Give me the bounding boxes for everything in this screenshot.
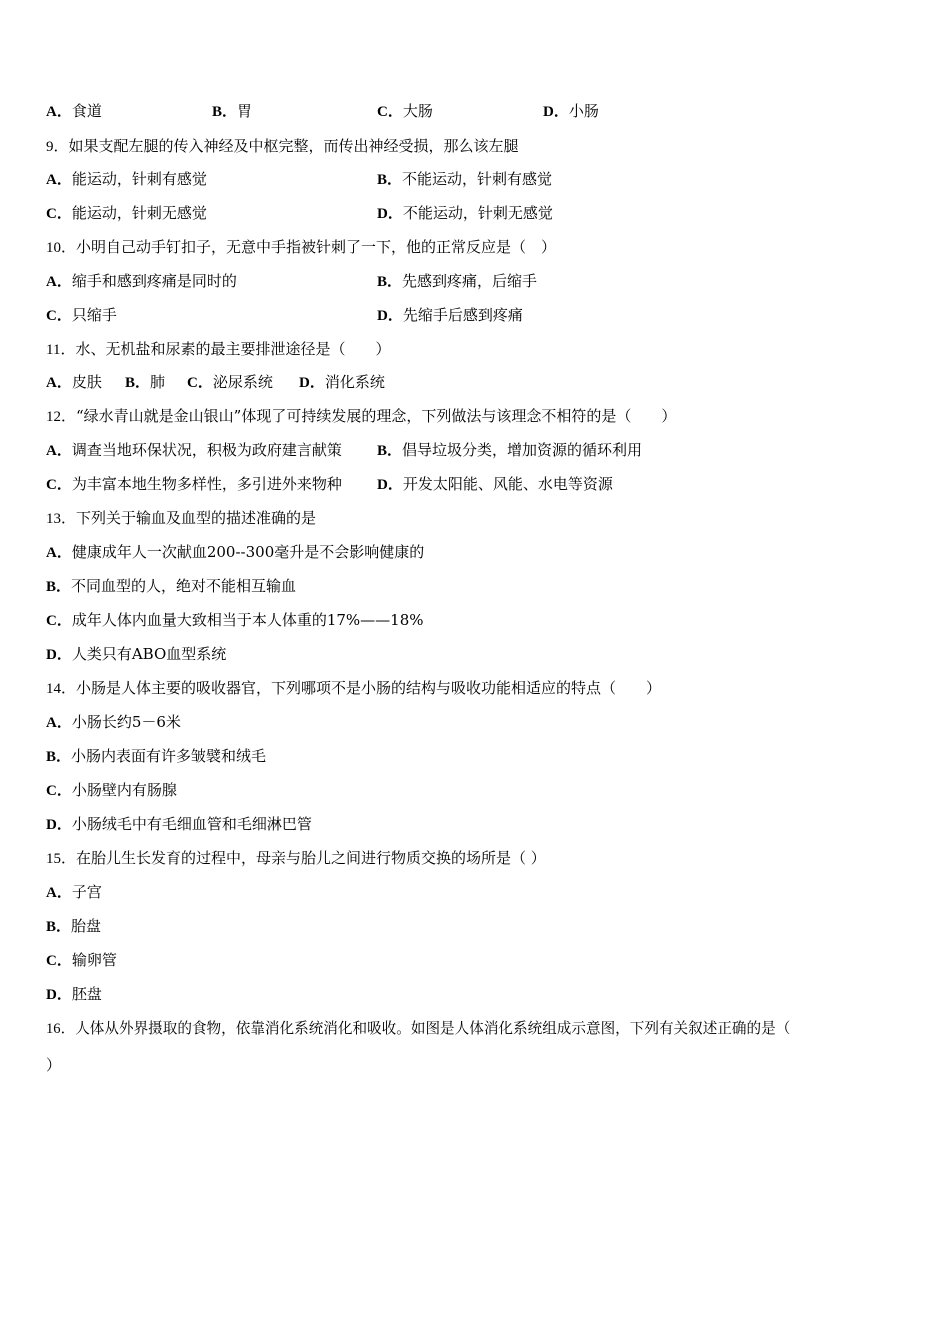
- option-text: 肺: [150, 373, 166, 391]
- option-letter: C．: [46, 953, 72, 969]
- q14-option-b: [46, 746, 266, 767]
- option-letter: D．: [377, 477, 403, 493]
- option-text: 消化系统: [324, 373, 385, 391]
- q8-option-c: [377, 101, 433, 122]
- question-number: 14．: [46, 681, 77, 697]
- option-letter: A．: [46, 545, 72, 561]
- q14-option-c: [46, 780, 177, 801]
- q11-option-b: [125, 372, 165, 393]
- q8-option-b: [212, 101, 252, 122]
- option-letter: B．: [212, 104, 238, 120]
- option-letter: B．: [46, 579, 72, 595]
- option-text: 小肠长约5－6米: [71, 713, 181, 731]
- option-letter: D．: [543, 104, 569, 120]
- question-number: 16．: [46, 1021, 76, 1037]
- option-text: 皮肤: [71, 373, 102, 391]
- option-letter: C．: [187, 375, 213, 391]
- q12-option-c: [46, 474, 342, 495]
- q13-option-c: [46, 610, 424, 631]
- q9-option-b: [377, 169, 552, 190]
- question-text: 下列关于输血及血型的描述准确的是: [76, 509, 317, 527]
- q11-option-d: [299, 372, 385, 393]
- option-text: 胃: [237, 102, 253, 120]
- option-letter: B．: [377, 172, 403, 188]
- q12-option-d: [377, 474, 613, 495]
- q13-option-b: [46, 576, 296, 597]
- q8-option-d: [543, 101, 599, 122]
- q15-option-a: [46, 882, 102, 903]
- option-letter: C．: [46, 613, 72, 629]
- q14-option-a: [46, 712, 181, 733]
- option-letter: B．: [377, 274, 403, 290]
- option-text: 能运动，针刺有感觉: [71, 170, 207, 188]
- option-text: 胚盘: [71, 985, 102, 1003]
- question-text: “绿水青山就是金山银山”体现了可持续发展的理念，下列做法与该理念不相符的是（ ）: [76, 407, 677, 425]
- option-text: 开发太阳能、风能、水电等资源: [402, 475, 613, 493]
- option-text: 不能运动，针刺有感觉: [402, 170, 553, 188]
- q11-stem: [46, 339, 390, 360]
- option-letter: D．: [46, 647, 72, 663]
- option-text: 小肠: [568, 102, 599, 120]
- option-text: 成年人体内血量大致相当于本人体重的17%——18%: [71, 611, 424, 629]
- question-text: 小明自己动手钉扣子，无意中手指被针刺了一下，他的正常反应是（ ）: [76, 238, 557, 256]
- option-text: 子宫: [71, 883, 102, 901]
- option-letter: A．: [46, 885, 72, 901]
- option-letter: C．: [46, 783, 72, 799]
- option-letter: B．: [46, 749, 72, 765]
- option-letter: C．: [46, 477, 72, 493]
- option-text: 小肠壁内有肠腺: [71, 781, 177, 799]
- q9-option-c: [46, 203, 207, 224]
- option-letter: A．: [46, 104, 72, 120]
- option-text: 输卵管: [71, 951, 117, 969]
- option-text: 只缩手: [71, 306, 117, 324]
- option-letter: A．: [46, 375, 72, 391]
- option-text: 为丰富本地生物多样性，多引进外来物种: [71, 475, 342, 493]
- option-letter: B．: [46, 919, 72, 935]
- q14-stem: [46, 678, 661, 699]
- option-text: 先缩手后感到疼痛: [402, 306, 523, 324]
- q16-stem-line2: [46, 1055, 61, 1075]
- option-letter: C．: [46, 308, 72, 324]
- option-text: 倡导垃圾分类，增加资源的循环利用: [402, 441, 643, 459]
- question-text: 如果支配左腿的传入神经及中枢完整，而传出神经受损，那么该左腿: [68, 137, 519, 155]
- q11-option-c: [187, 372, 273, 393]
- question-number: 12．: [46, 409, 77, 425]
- option-letter: D．: [299, 375, 325, 391]
- option-letter: D．: [46, 987, 72, 1003]
- option-letter: B．: [377, 443, 403, 459]
- option-text: 能运动，针刺无感觉: [71, 204, 207, 222]
- question-text-continued: ）: [46, 1056, 62, 1074]
- question-text: 小肠是人体主要的吸收器官，下列哪项不是小肠的结构与吸收功能相适应的特点（ ）: [76, 679, 662, 697]
- q15-option-c: [46, 950, 117, 971]
- option-letter: A．: [46, 443, 72, 459]
- q13-stem: [46, 508, 316, 529]
- option-text: 小肠内表面有许多皱襞和绒毛: [71, 747, 267, 765]
- option-text: 不同血型的人，绝对不能相互输血: [71, 577, 297, 595]
- q12-option-a: [46, 440, 342, 461]
- q8-option-a: [46, 101, 102, 122]
- option-text: 人类只有ABO血型系统: [71, 645, 227, 663]
- q15-stem: [46, 848, 546, 869]
- q16-stem-line1: [46, 1019, 790, 1039]
- option-text: 不能运动，针刺无感觉: [402, 204, 553, 222]
- question-number: 15．: [46, 851, 77, 867]
- q15-option-b: [46, 916, 101, 937]
- option-letter: D．: [377, 206, 403, 222]
- question-text: 人体从外界摄取的食物，依靠消化系统消化和吸收。如图是人体消化系统组成示意图，下列有关叙述正确的是（: [75, 1020, 791, 1037]
- q9-option-d: [377, 203, 553, 224]
- q10-option-d: [377, 305, 523, 326]
- option-text: 调查当地环保状况，积极为政府建言献策: [71, 441, 342, 459]
- option-letter: A．: [46, 715, 72, 731]
- option-text: 大肠: [402, 102, 433, 120]
- question-number: 9．: [46, 139, 69, 155]
- q14-option-d: [46, 814, 312, 835]
- question-text: 水、无机盐和尿素的最主要排泄途径是（ ）: [75, 340, 391, 358]
- question-number: 11．: [46, 342, 76, 358]
- option-letter: D．: [46, 817, 72, 833]
- option-text: 胎盘: [71, 917, 102, 935]
- option-text: 健康成年人一次献血200--300毫升是不会影响健康的: [71, 543, 425, 561]
- option-text: 泌尿系统: [212, 373, 273, 391]
- option-letter: C．: [377, 104, 403, 120]
- option-letter: A．: [46, 172, 72, 188]
- q10-stem: [46, 237, 556, 258]
- question-number: 10．: [46, 240, 77, 256]
- q10-option-a: [46, 271, 237, 292]
- option-text: 食道: [71, 102, 102, 120]
- question-text: 在胎儿生长发育的过程中，母亲与胎儿之间进行物质交换的场所是（ ）: [76, 849, 546, 867]
- q15-option-d: [46, 984, 102, 1005]
- q13-option-d: [46, 644, 226, 665]
- q9-stem: [46, 136, 519, 157]
- option-letter: B．: [125, 375, 151, 391]
- question-number: 13．: [46, 511, 77, 527]
- option-letter: C．: [46, 206, 72, 222]
- q12-option-b: [377, 440, 642, 461]
- q10-option-b: [377, 271, 537, 292]
- q11-option-a: [46, 372, 102, 393]
- option-text: 先感到疼痛，后缩手: [402, 272, 538, 290]
- q13-option-a: [46, 542, 424, 563]
- option-text: 小肠绒毛中有毛细血管和毛细淋巴管: [71, 815, 312, 833]
- q12-stem: [46, 406, 676, 427]
- q9-option-a: [46, 169, 207, 190]
- option-letter: A．: [46, 274, 72, 290]
- option-letter: D．: [377, 308, 403, 324]
- option-text: 缩手和感到疼痛是同时的: [71, 272, 237, 290]
- q10-option-c: [46, 305, 117, 326]
